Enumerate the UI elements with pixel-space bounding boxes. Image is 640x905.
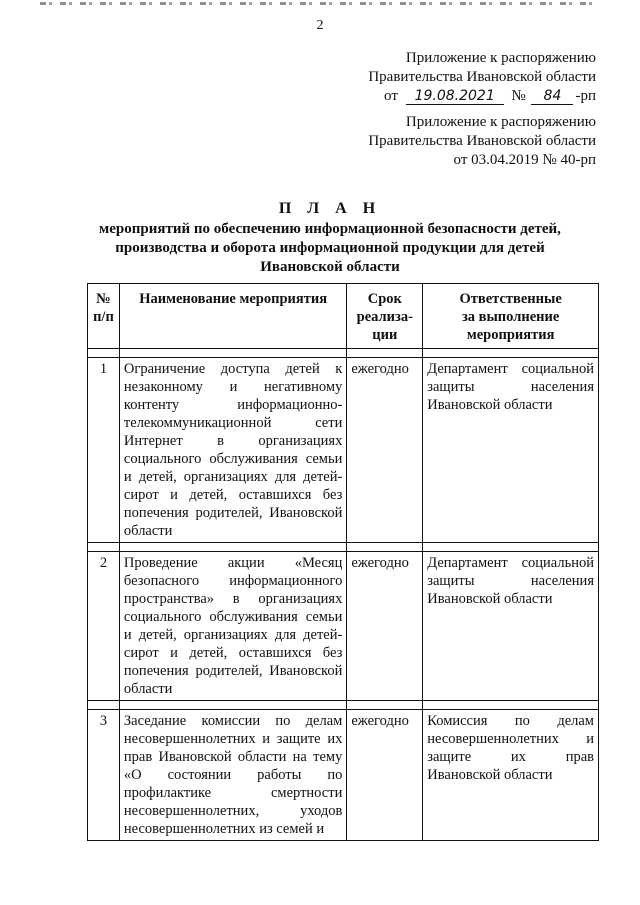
decree-number-sign: № — [511, 88, 526, 104]
header-num — [88, 284, 120, 349]
header-resp-line3: мероприятия — [466, 327, 555, 343]
header-term-line1: Срок — [367, 291, 402, 307]
appendix-original-line3: от 03.04.2019 № 40-рп — [453, 152, 596, 168]
header-num-line2: п/п — [93, 309, 114, 325]
plan-table — [87, 283, 599, 841]
row-number: 1 — [88, 358, 120, 543]
appendix-original — [368, 113, 596, 170]
handwritten-date: 19.08.2021 — [406, 88, 504, 105]
row-term: ежегодно — [347, 358, 423, 543]
table-header-row — [88, 284, 599, 349]
decree-prefix: от — [384, 88, 398, 104]
table-row — [88, 552, 599, 701]
header-name-text: Наименование мероприятия — [139, 291, 328, 307]
row-activity: Ограничение доступа детей к незаконному и негативному контенту информационно-телекоммуникационной сети Интернет в организациях социального обслуживания семьи и детей, организациях для детей-сирот и детей, оставшихся без попечения родителей, Ивановской области — [119, 358, 346, 543]
plan-subtitle-line2: производства и оборота информационной продукции для детей — [115, 240, 545, 256]
appendix-current — [368, 49, 596, 106]
table-row — [88, 358, 599, 543]
row-responsible: Комиссия по делам несовершеннолетних и защите их прав Ивановской области — [423, 710, 599, 841]
row-gap — [88, 543, 599, 552]
row-term: ежегодно — [347, 710, 423, 841]
plan-subtitle-line1: мероприятий по обеспечению информационной безопасности детей, — [99, 221, 561, 237]
appendix-current-line2: Правительства Ивановской области — [368, 69, 596, 85]
appendix-original-line2: Правительства Ивановской области — [368, 133, 596, 149]
row-responsible: Департамент социальной защиты населения Ивановской области — [423, 552, 599, 701]
row-activity: Заседание комиссии по делам несовершеннолетних и защите их прав Ивановской области на тему «О состоянии работы по профилактике смертности несовершеннолетних, уходов несовершеннолетних из семей и — [119, 710, 346, 841]
row-responsible: Департамент социальной защиты населения Ивановской области — [423, 358, 599, 543]
page-number: 2 — [316, 18, 324, 33]
header-term-line2: реализа- — [356, 309, 413, 325]
header-name — [119, 284, 346, 349]
plan-heading — [60, 198, 600, 277]
scan-artifact — [40, 2, 600, 5]
row-number: 3 — [88, 710, 120, 841]
appendix-current-line3 — [384, 87, 596, 106]
plan-title: П Л А Н — [278, 200, 382, 217]
row-number: 2 — [88, 552, 120, 701]
header-term — [347, 284, 423, 349]
table-row — [88, 710, 599, 841]
appendix-original-line1: Приложение к распоряжению — [405, 114, 596, 130]
appendix-current-line1: Приложение к распоряжению — [405, 50, 596, 66]
header-resp-line2: за выполнение — [461, 309, 560, 325]
handwritten-number: 84 — [531, 88, 573, 105]
header-responsible — [423, 284, 599, 349]
row-activity: Проведение акции «Месяц безопасного информационного пространства» в организациях социального обслуживания семьи и детей, организациях для детей-сирот и детей, оставшихся без попечения родителей, Ивановской области — [119, 552, 346, 701]
row-term: ежегодно — [347, 552, 423, 701]
header-resp-line1: Ответственные — [459, 291, 562, 307]
plan-subtitle-line3: Ивановской области — [260, 259, 400, 275]
header-term-line3: ции — [372, 327, 398, 343]
row-gap — [88, 349, 599, 358]
row-gap — [88, 701, 599, 710]
header-num-line1: № — [96, 291, 111, 307]
decree-suffix: -рп — [575, 88, 596, 104]
